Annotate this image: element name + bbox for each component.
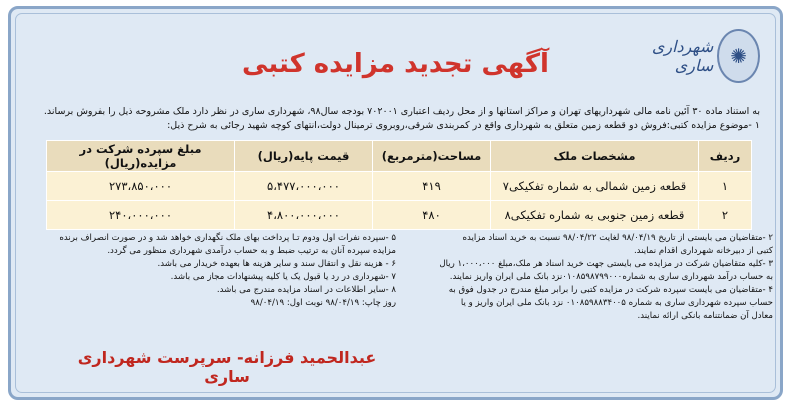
- cell-base-price: ۵،۴۷۷،۰۰۰،۰۰۰: [235, 172, 373, 201]
- cell-deposit: ۲۷۳،۸۵۰،۰۰۰: [47, 172, 235, 201]
- cell-area: ۴۸۰: [373, 201, 491, 230]
- table-row: [47, 172, 752, 201]
- cell-row-number: ۱: [699, 172, 752, 201]
- note-line: حساب سپرده شهرداری ساری به شماره ۰۱۰۸۵۹۸۸۳۴۰۰۵ نزد بانک ملی ایران واریز و یا: [460, 298, 773, 308]
- note-line: ۳ -کلیه متقاضیان شرکت در مزایده می بایستی جهت خرید اسناد هر ملک،مبلغ ۱،۰۰۰،۰۰۰ ریال: [439, 259, 773, 269]
- note-line: ۴ -متقاضیان می بایست سپرده شرکت در مزایده کتبی را برابر مبلغ مندرج در جدول فوق به: [448, 285, 773, 295]
- note-line: کتبی از دبیرخانه شهرداری اقدام نمایند.: [633, 246, 773, 256]
- note-line: مزایده سپرده آنان به ترتیب ضبط و به حساب درآمدی شهرداری منظور می گردد.: [107, 246, 396, 256]
- note-line: ۵ -سپرده نفرات اول ودوم تـا پرداخت بهای ملک نگهداری خواهد شد و در صورت انصراف برنده: [59, 233, 396, 243]
- note-line: روز چاپ: ۹۸/۰۴/۱۹ نوبت اول: ۹۸/۰۴/۱۹: [250, 298, 396, 308]
- cell-row-number: ۲: [699, 201, 752, 230]
- cell-deposit: ۲۴۰،۰۰۰،۰۰۰: [47, 201, 235, 230]
- note-line: ۷ -شهرداری در رد یا قبول یک یا کلیه پیشنهادات مجاز می باشد.: [170, 272, 396, 282]
- municipality-seal-icon: ✺: [717, 29, 760, 83]
- note-line: معادل آن ضمانتنامه بانکی ارائه نمایند.: [637, 311, 773, 321]
- ad-title: آگهی تجدید مزایده کتبی: [242, 49, 549, 79]
- cell-property-spec: قطعه زمین شمالی به شماره تفکیکی۷: [491, 172, 699, 201]
- cell-base-price: ۴،۸۰۰،۰۰۰،۰۰۰: [235, 201, 373, 230]
- notes-left-column: [46, 232, 396, 310]
- cell-area: ۴۱۹: [373, 172, 491, 201]
- table-row: [47, 201, 752, 230]
- header-base-price: قیمت پایه(ریال): [235, 141, 373, 172]
- notes-right-column: [393, 232, 773, 323]
- note-line: به حساب درآمد شهرداری ساری به شماره۰۱۰۸۵۹۸۷۹۹۰۰۰نزد بانک ملی ایران واریز نمایند.: [449, 272, 773, 282]
- note-line: ۶ - هزینه نقل و انتقال سند و سایر هزینه ها بعهده خریدار می باشد.: [157, 259, 396, 269]
- note-line: ۸ -سایر اطلاعات در اسناد مزایده مندرج می باشد.: [216, 285, 396, 295]
- cell-property-spec: قطعه زمین جنوبی به شماره تفکیکی۸: [491, 201, 699, 230]
- intro-line-2: ۱ -موضوع مزایده کتبی:فروش دو قطعه زمین متعلق به شهرداری واقع در کمربندی شرقی،روبروی ترمینال دولت،انتهای کوچه شهید رجائی به شرح ذیل:: [167, 120, 760, 131]
- logo-text: شهرداری ساری: [651, 37, 714, 75]
- note-line: ۲ -متقاضیان می بایستی از تاریخ ۹۸/۰۴/۱۹ لغایت ۹۸/۰۴/۲۲ نسبت به خرید اسناد مزایده: [462, 233, 773, 243]
- header-area: مساحت(مترمربع): [373, 141, 491, 172]
- header-row-number: ردیف: [699, 141, 752, 172]
- intro-line-1: به استناد ماده ۳۰ آئین نامه مالی شهرداریهای تهران و مراکز استانها و از محل ردیف اعتباری ۷۰۲۰۰۱ بودجه سال۹۸، شهرداری ساری در نظر دارد ملک مشروحه ذیل را بفروش برساند.: [43, 106, 760, 117]
- intro-text: [31, 105, 760, 133]
- header-deposit: مبلغ سپرده شرکت در مزایده(ریال): [47, 141, 235, 172]
- table-header-row: [47, 141, 752, 172]
- header-property-spec: مشخصات ملک: [491, 141, 699, 172]
- signature: عبدالحمید فرزانه- سرپرست شهرداری ساری: [77, 348, 377, 386]
- property-table: [46, 140, 752, 230]
